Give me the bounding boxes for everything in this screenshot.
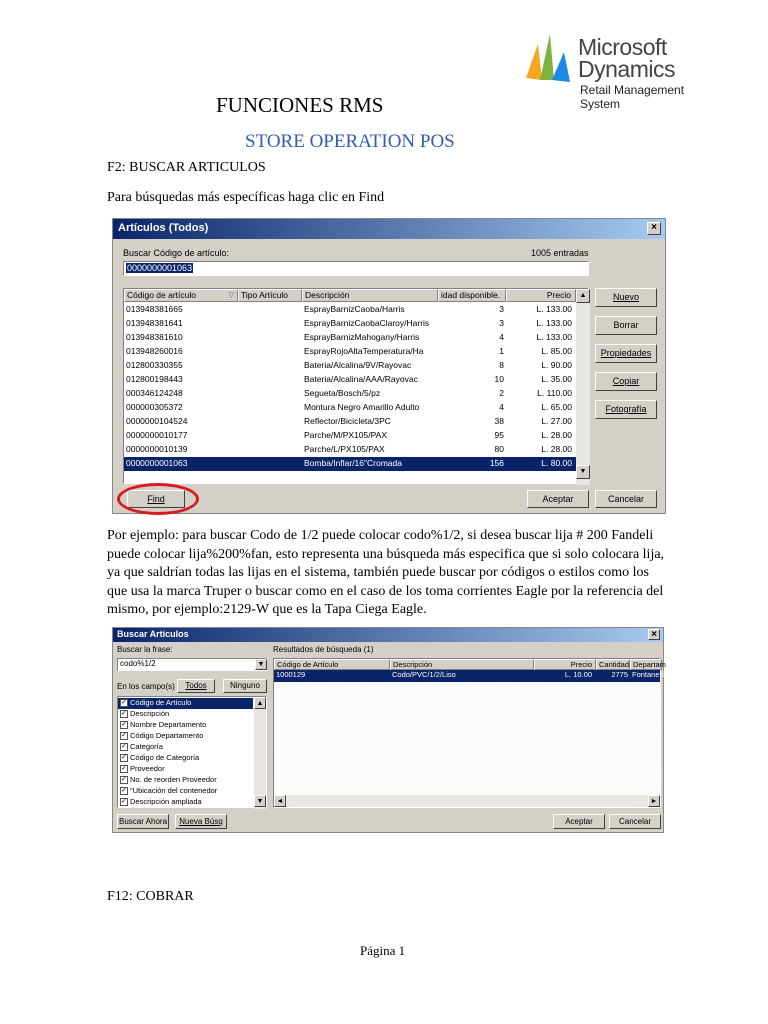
table-cell: L. 133.00 — [536, 332, 572, 342]
scrollbar[interactable] — [576, 289, 590, 485]
dynamics-logo-icon — [524, 30, 576, 86]
table-cell: 012800330355 — [126, 360, 183, 370]
empty-area — [274, 682, 660, 796]
checkbox-icon[interactable]: ✓ — [121, 743, 127, 750]
checkbox-label: Código Departamento — [130, 731, 204, 740]
document-title: FUNCIONES RMS — [216, 93, 384, 117]
table-cell: 1 — [499, 346, 504, 356]
nueva-busq-button[interactable]: Nueva Búsq — [175, 814, 227, 829]
table-cell: 000346124248 — [126, 388, 183, 398]
table-cell: 8 — [499, 360, 504, 370]
find-button[interactable]: Find — [127, 490, 185, 508]
document-subtitle: STORE OPERATION POS — [245, 131, 455, 152]
table-row[interactable] — [124, 359, 576, 373]
table-row[interactable] — [124, 331, 576, 345]
field-checkbox-item[interactable] — [118, 753, 253, 764]
table-cell: 0000000010177 — [126, 430, 188, 440]
table-cell: 0000000001063 — [126, 458, 188, 468]
table-cell: 4 — [499, 402, 504, 412]
result-col-code[interactable]: Código de Artículo — [274, 659, 390, 670]
find-instruction: Para búsquedas más específicas haga clic en Find — [107, 190, 385, 205]
aceptar-button[interactable]: Aceptar — [527, 490, 589, 508]
cancelar-button[interactable]: Cancelar — [595, 490, 657, 508]
table-row[interactable] — [124, 373, 576, 387]
checkbox-icon[interactable]: ✓ — [121, 776, 127, 783]
section-f12-heading: F12: COBRAR — [107, 889, 194, 904]
logo-line1: Microsoft — [578, 34, 667, 60]
dialog2-titlebar — [113, 628, 663, 642]
phrase-value: codo%1/2 — [120, 659, 156, 668]
result-cell: 2775 — [611, 670, 628, 679]
col-header-price[interactable] — [506, 289, 576, 302]
table-cell: 0000000104524 — [126, 416, 188, 426]
aceptar-button[interactable]: Aceptar — [553, 814, 605, 829]
table-cell: 2 — [499, 388, 504, 398]
cancelar-button[interactable]: Cancelar — [609, 814, 661, 829]
field-checkbox-item[interactable] — [118, 720, 253, 731]
checkbox-icon[interactable]: ✓ — [121, 787, 127, 794]
col-header-code[interactable] — [124, 289, 238, 302]
field-checkbox-item[interactable] — [118, 731, 253, 742]
table-cell: Bateria/Alcalina/AAA/Rayovac — [304, 374, 418, 384]
field-checkbox-item[interactable] — [118, 775, 253, 786]
result-price-label: Precio — [570, 660, 592, 669]
col-price-label: Precio — [546, 290, 571, 300]
table-row[interactable] — [124, 317, 576, 331]
search-value: 0000000001063 — [127, 263, 193, 273]
result-cell: Fontanería — [632, 670, 669, 679]
col-header-qty[interactable]: idad disponible. — [438, 289, 506, 302]
nuevo-button[interactable]: Nuevo — [595, 288, 657, 307]
ninguno-button[interactable]: Ninguno — [223, 679, 267, 693]
entry-count: 1005 entradas — [531, 248, 589, 258]
table-cell: EsprayBarnizCaoba/Harris — [304, 304, 405, 314]
table-row[interactable] — [124, 457, 576, 471]
table-cell: L. 65.00 — [541, 402, 572, 412]
checkbox-label: "Ubicación del contenedor — [130, 786, 218, 795]
todos-button[interactable]: Todos — [177, 679, 215, 693]
table-cell: Montura Negro Amarillo Adulto — [304, 402, 420, 412]
checkbox-label: No. de reorden Proveedor — [130, 775, 217, 784]
buscar-articulos-dialog — [112, 627, 669, 833]
find-highlight-circle — [117, 483, 199, 515]
logo-line3: Retail Management System — [580, 83, 685, 111]
table-row[interactable] — [124, 345, 576, 359]
table-cell: 013948381641 — [126, 318, 183, 328]
checkbox-icon[interactable]: ✓ — [121, 710, 127, 717]
table-cell: EsprayBarnizMahogany/Harris — [304, 332, 420, 342]
result-col-qty[interactable]: Cantidad — [596, 659, 630, 670]
checkbox-icon[interactable]: ✓ — [121, 765, 127, 772]
dialog2-title: Buscar Artículos — [117, 629, 189, 639]
dialog-titlebar — [113, 219, 665, 239]
table-cell: 95 — [494, 430, 504, 440]
result-row[interactable] — [274, 670, 669, 682]
result-col-dept[interactable]: Departam — [630, 659, 662, 670]
table-cell: 38 — [494, 416, 504, 426]
table-row[interactable] — [124, 387, 576, 401]
table-cell: L. 110.00 — [537, 388, 572, 398]
col-code-label: Código de artículo — [127, 290, 196, 300]
checkbox-label: Código de Categoría — [130, 753, 200, 762]
page-number: Página 1 — [360, 943, 406, 958]
checkbox-icon[interactable]: ✓ — [121, 732, 127, 739]
table-cell: 0000000010139 — [126, 444, 188, 454]
field-checkbox-item[interactable] — [118, 698, 253, 709]
result-cell: L. 10.00 — [564, 670, 592, 679]
table-cell: 4 — [499, 332, 504, 342]
copiar-button[interactable]: Copiar — [595, 372, 657, 391]
checkbox-label: Proveedor — [130, 764, 165, 773]
phrase-label: Buscar la frase: — [117, 645, 173, 654]
microsoft-dynamics-logo — [524, 28, 724, 111]
search-example-paragraph: Por ejemplo: para buscar Codo de 1/2 puede colocar codo%1/2, si desea buscar lija # 200 Fandeli puede colocar lija%200%fan, esto representa una búsqueda más especifica que si solo colocara lija, ya que saldrían todas las lijas en el sistema, también puede buscar por códigos o estilos como los que usa la marca Truper o buscar como en el caso de los toma corrientes Eagle por la referencia del mismo, por ejemplo:2129-W que es la Tapa Ciega Eagle. — [107, 528, 665, 617]
field-checkbox-item[interactable] — [118, 786, 253, 797]
checkbox-label: Descripción — [130, 709, 170, 718]
borrar-button[interactable]: Borrar — [595, 316, 657, 335]
table-cell: L. 90.00 — [541, 360, 572, 370]
col-header-desc[interactable]: Descripción — [302, 289, 438, 302]
table-cell: L. 28.00 — [541, 430, 572, 440]
propiedades-button[interactable]: Propiedades — [595, 344, 657, 363]
table-cell: L. 80.00 — [541, 458, 572, 468]
table-cell: 80 — [494, 444, 504, 454]
table-cell: L. 133.00 — [536, 318, 572, 328]
close-icon[interactable]: × — [648, 629, 660, 640]
table-row[interactable] — [124, 443, 576, 457]
close-icon[interactable]: × — [647, 222, 661, 235]
search-label: Buscar Código de artículo: — [123, 248, 230, 258]
checkbox-label: Código de Artículo — [130, 698, 192, 707]
checkbox-label: Descripción ampliada — [130, 797, 202, 806]
table-cell: Segueta/Bosch/5/pz — [304, 388, 381, 398]
table-cell: L. 133.00 — [536, 304, 572, 314]
scroll-left-icon[interactable]: ◄ — [274, 795, 286, 807]
checkbox-icon[interactable]: ✓ — [121, 798, 127, 805]
scroll-down-icon[interactable]: ▼ — [576, 465, 590, 479]
table-cell: 013948381610 — [126, 332, 183, 342]
table-cell: Bomba/Inflar/16"Cromada — [304, 458, 402, 468]
table-cell: L. 85.00 — [541, 346, 572, 356]
results-table — [273, 658, 669, 808]
dialog-title: Artículos (Todos) — [118, 222, 209, 234]
search-input[interactable] — [123, 261, 589, 276]
field-checkbox-item[interactable] — [118, 764, 253, 775]
table-cell: 10 — [494, 374, 504, 384]
table-cell: L. 35.00 — [541, 374, 572, 384]
table-cell: EsprayBarnizCaobaClaroy/Harris — [304, 318, 430, 328]
field-checkbox-item[interactable] — [118, 742, 253, 753]
table-row[interactable] — [124, 415, 576, 429]
result-cell: Codo/PVC/1/2/Liso — [392, 670, 456, 679]
col-header-type[interactable]: Tipo Artículo — [238, 289, 302, 302]
table-cell: EsprayRojoAltaTemperatura/Ha — [304, 346, 424, 356]
table-cell: 013948260016 — [126, 346, 183, 356]
result-col-price[interactable] — [534, 659, 596, 670]
fields-label: En los campo(s) — [117, 682, 175, 691]
table-row[interactable] — [124, 303, 576, 317]
checkbox-icon[interactable]: ✓ — [121, 721, 127, 728]
fields-checklist — [117, 696, 267, 808]
fields-scrollbar[interactable] — [254, 697, 266, 809]
checkbox-label: Categoría — [130, 742, 163, 751]
table-cell: Parche/L/PX105/PAX — [304, 444, 385, 454]
scroll-right-icon[interactable]: ► — [648, 795, 660, 807]
checkbox-icon[interactable]: ✓ — [121, 754, 127, 761]
scroll-up-icon[interactable]: ▲ — [254, 697, 266, 709]
dropdown-chevron-icon[interactable]: ▼ — [255, 659, 267, 670]
filter-icon: ▽ — [228, 292, 234, 299]
table-cell: Reflector/Bicicleta/3PC — [304, 416, 391, 426]
scroll-down-icon[interactable]: ▼ — [254, 795, 266, 807]
phrase-input[interactable] — [117, 658, 267, 671]
checkbox-label: Nombre Departamento — [130, 720, 207, 729]
results-label: Resultados de búsqueda (1) — [273, 645, 374, 654]
table-cell: L. 27.00 — [541, 416, 572, 426]
table-cell: L. 28.00 — [541, 444, 572, 454]
result-col-desc[interactable]: Descripción — [390, 659, 534, 670]
horizontal-scrollbar[interactable] — [274, 795, 660, 807]
buscar-ahora-button[interactable]: Buscar Ahora — [117, 814, 169, 829]
table-row[interactable] — [124, 401, 576, 415]
table-cell: 156 — [489, 458, 504, 468]
table-cell: 000000305372 — [126, 402, 183, 412]
field-checkbox-item[interactable] — [118, 797, 253, 808]
table-cell: 013948381665 — [126, 304, 183, 314]
table-cell: 012800198443 — [126, 374, 183, 384]
logo-line2: Dynamics — [578, 56, 675, 82]
checkbox-icon[interactable]: ✓ — [121, 699, 127, 706]
table-row[interactable] — [124, 429, 576, 443]
table-cell: 3 — [499, 304, 504, 314]
result-cell: 1000129 — [276, 670, 306, 679]
table-cell: 3 — [499, 318, 504, 328]
table-cell: Parche/M/PX105/PAX — [304, 430, 387, 440]
table-cell: Bateria/Alcalina/9V/Rayovac — [304, 360, 412, 370]
field-checkbox-item[interactable] — [118, 709, 253, 720]
section-f2-heading: F2: BUSCAR ARTICULOS — [107, 160, 266, 175]
articulos-dialog — [112, 218, 666, 514]
fotografia-button[interactable]: Fotografía — [595, 400, 657, 419]
scroll-up-icon[interactable]: ▲ — [576, 289, 590, 303]
articles-table — [123, 288, 589, 484]
